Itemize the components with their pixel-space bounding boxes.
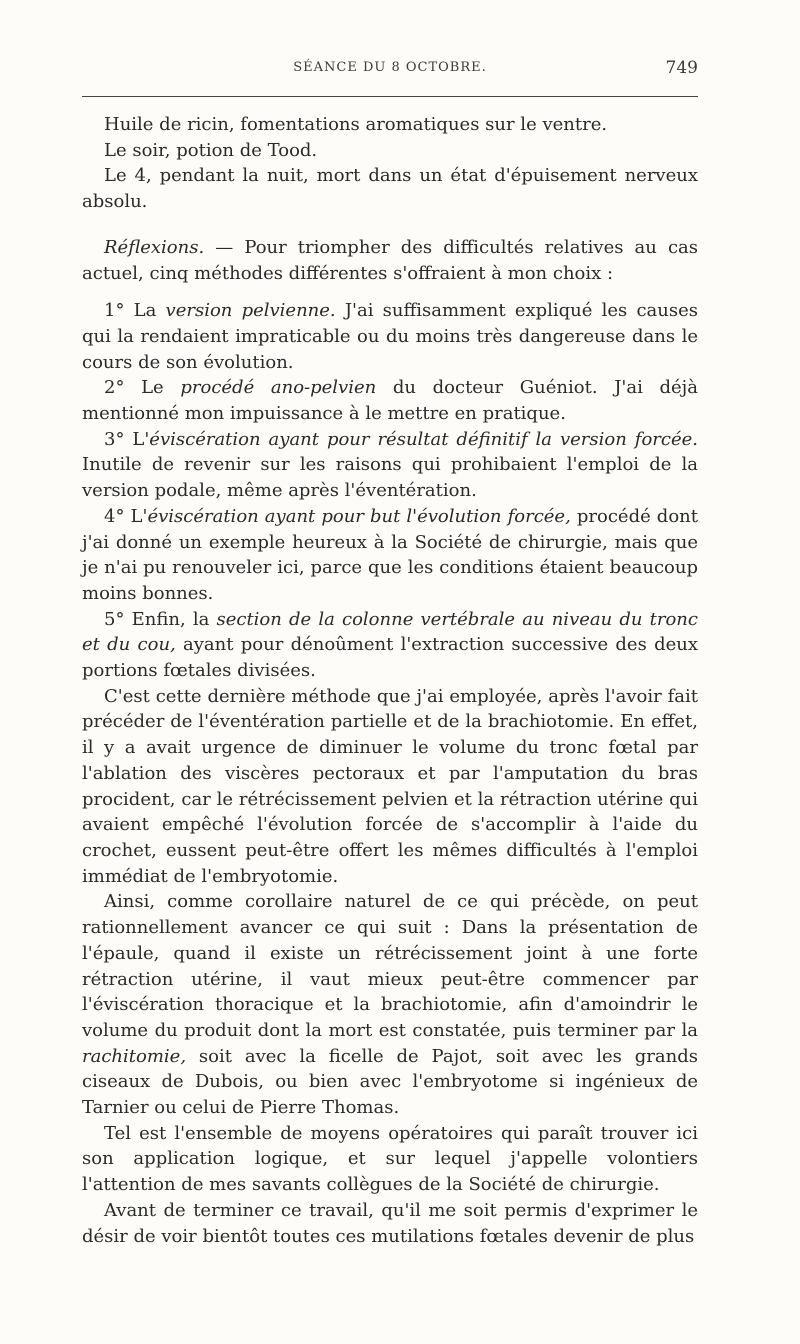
paragraph: C'est cette dernière méthode que j'ai employée, après l'avoir fait précéder de l'éventération partielle et de la brachiotomie. En effet, il y a avait urgence de diminuer le volume du tronc fœtal par l'ablation des viscères pectoraux et par l'amputation du bras procident, car le rétrécissement pelvien et la rétraction utérine qui avaient empêché l'évolution forcée de s'accomplir à l'aide du crochet, eussent peut-être offert les mêmes difficultés à l'emploi immédiat de l'embryotomie. [82,685,698,887]
paragraph-method-3: 3° L'éviscération ayant pour résultat définitif la version forcée. Inutile de revenir sur les raisons qui prohibaient l'emploi de la version podale, même après l'éventération. [82,428,698,502]
body-text [82,112,698,1249]
paragraph-method-4: 4° L'éviscération ayant pour but l'évolution forcée, procédé dont j'ai donné un exemple heureux à la Société de chirurgie, mais que je n'ai pu renouveler ici, parce que les conditions étaient beaucoup moins bonnes. [82,505,698,604]
paragraph-reflexions: Réflexions. — Pour triompher des difficultés relatives au cas actuel, cinq méthodes différentes s'offraient à mon choix : [82,236,698,284]
paragraph: Le soir, potion de Tood. [104,139,318,161]
running-head: SÉANCE DU 8 OCTOBRE. [293,60,487,75]
paragraph: Tel est l'ensemble de moyens opératoires qui paraît trouver ici son application logique, et sur lequel j'appelle volontiers l'attention de mes savants collègues de la Société de chirurgie. [82,1122,698,1196]
header-rule [82,96,698,97]
paragraph: Le 4, pendant la nuit, mort dans un état d'épuisement nerveux absolu. [82,165,698,213]
paragraph-method-2: 2° Le procédé ano-pelvien du docteur Guéniot. J'ai déjà mentionné mon impuissance à le mettre en pratique. [82,377,698,425]
paragraph-method-1: 1° La version pelvienne. J'ai suffisamment expliqué les causes qui la rendaient impraticable ou du moins très dangereuse dans le cours de son évolution. [82,300,698,373]
paragraph-method-5: 5° Enfin, la section de la colonne vertébrale au niveau du tronc et du cou, ayant pour dénoûment l'extraction successive des deux portions fœtales divisées. [82,608,698,682]
paragraph: Huile de ricin, fomentations aromatiques sur le ventre. [104,114,608,135]
paragraph: Avant de terminer ce travail, qu'il me soit permis d'exprimer le désir de voir bientôt toutes ces mutilations fœtales devenir de plus [82,1199,698,1247]
page-header [82,60,698,90]
paragraph: Ainsi, comme corollaire naturel de ce qui précède, on peut rationnellement avancer ce qui suit : Dans la présentation de l'épaule, quand il existe un rétrécissement joint à une forte rétraction utérine, il vaut mieux peut-être commencer par l'éviscération thoracique et la brachiotomie, afin d'amoindrir le volume du produit dont la mort est constatée, puis terminer par la rachitomie, soit avec la ficelle de Pajot, soit avec les grands ciseaux de Dubois, ou bien avec l'embryotome si ingénieux de Tarnier ou celui de Pierre Thomas. [82,891,698,1119]
page-number: 749 [665,58,698,78]
